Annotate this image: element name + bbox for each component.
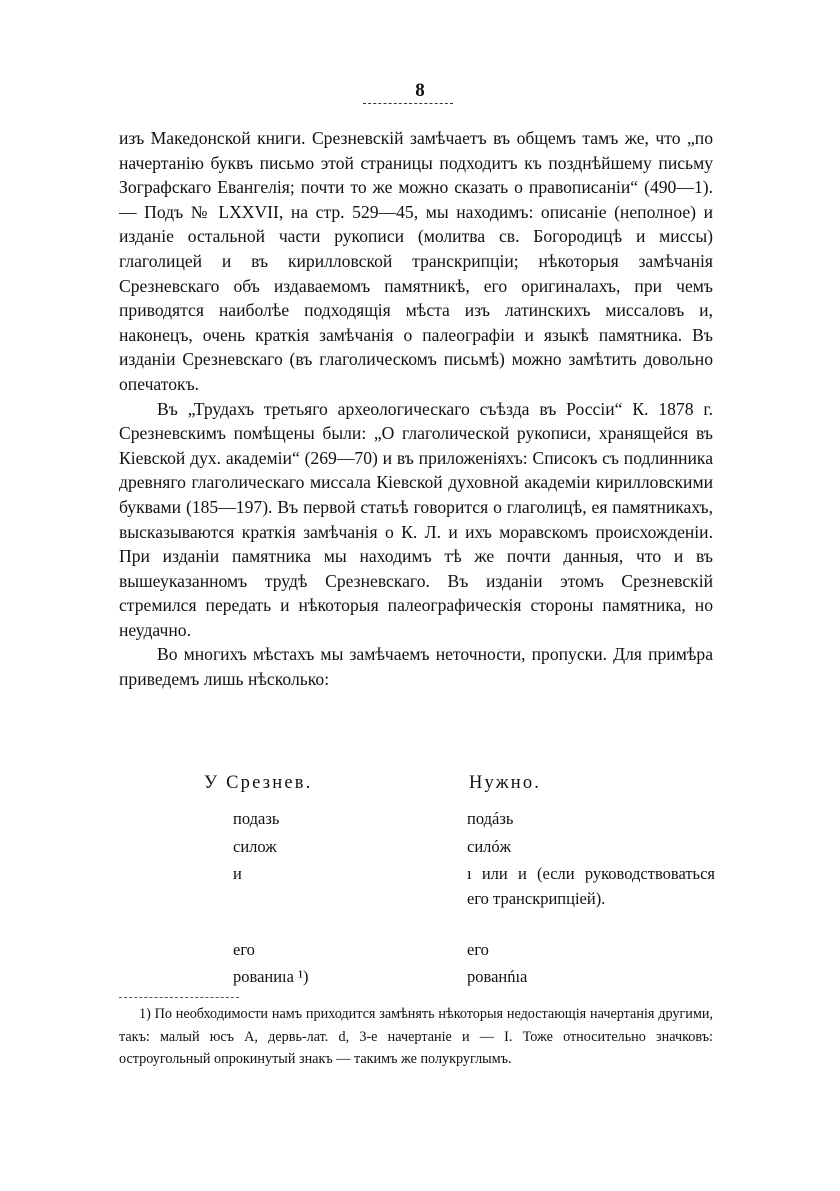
footnote-rule	[119, 997, 239, 998]
comparison-right-row: ı или и (если руководствоваться его транскрипціей).	[467, 864, 715, 908]
comparison-left-row: подазь	[233, 809, 280, 828]
comparison-left-row: силож	[233, 837, 277, 856]
comparison-right-row: подáзь	[467, 809, 514, 828]
paragraph-3: Во многихъ мѣстахъ мы замѣчаемъ неточности, пропуски. Для примѣра приведемъ лишь нѣсколько:	[119, 644, 713, 690]
footnote-text: 1) По необходимости намъ приходится замѣнять нѣкоторыя недостающія начертанія другими, такъ: малый юсъ А, дервь-лат. d, 3-е начертаніе и — I. Тоже относительно значковъ: остроугольный опрокинутый знакъ — такимъ же полукруглымъ.	[119, 1006, 713, 1067]
footnote	[119, 1003, 713, 1071]
comparison-left-row: и	[233, 864, 242, 883]
header-rule	[363, 103, 453, 104]
comparison-left-row: рованиıа ¹)	[233, 967, 309, 986]
paragraph-2: Въ „Трудахъ третьяго археологическаго съѣзда въ Россіи“ К. 1878 г. Срезневскимъ помѣщены были: „О глаголической рукописи, хранящейся въ Кіевской дух. академіи“ (269—70) и въ приложеніяхъ: Списокъ съ подлинника древняго глаголическаго миссала Кіевской духовной академіи кирилловскими буквами (185—197). Въ первой статьѣ говорится о глаголицѣ, ея памятникахъ, высказываются краткія замѣчанія о К. Л. и ихъ моравскомъ происхожденіи. При изданіи памятника мы находимъ тѣ же почти данныя, что и въ вышеуказанномъ трудѣ Срезневскаго. Въ изданіи этомъ Срезневскій стремился передать и нѣкоторыя палеографическія стороны памятника, но неудачно.	[119, 398, 713, 640]
comparison-left-header: У Срезнев.	[204, 773, 313, 793]
page-number: 8	[415, 80, 425, 101]
comparison-right-row: его	[467, 940, 489, 959]
comparison-right-row: силóж	[467, 837, 512, 856]
comparison-left-row: его	[233, 940, 255, 959]
paragraph-1: изъ Македонской книги. Срезневскій замѣчаетъ въ общемъ тамъ же, что „по начертанію буквъ письмо этой страницы подходитъ къ позднѣйшему письму Зографскаго Евангелія; почти то же можно сказать о правописаніи“ (490—1). — Подъ № LXXVII, на стр. 529—45, мы находимъ: описаніе (неполное) и изданіе остальной части рукописи (молитва св. Богородицѣ и миссы) глаголицей и въ кирилловской транскрипціи; нѣкоторыя замѣчанія Срезневскаго объ издаваемомъ памятникѣ, его оригиналахъ, при чемъ приводятся наиболѣе подходящія мѣста изъ латинскихъ миссаловъ и, наконецъ, очень краткія замѣчанія о палеографіи и языкѣ памятника. Въ изданіи Срезневскаго (въ глаголическомъ письмѣ) можно замѣтить довольно опечатокъ.	[119, 128, 713, 394]
body-text	[119, 126, 713, 692]
comparison-right-header: Нужно.	[469, 773, 542, 793]
comparison-right-row: рованńıа	[467, 967, 528, 986]
